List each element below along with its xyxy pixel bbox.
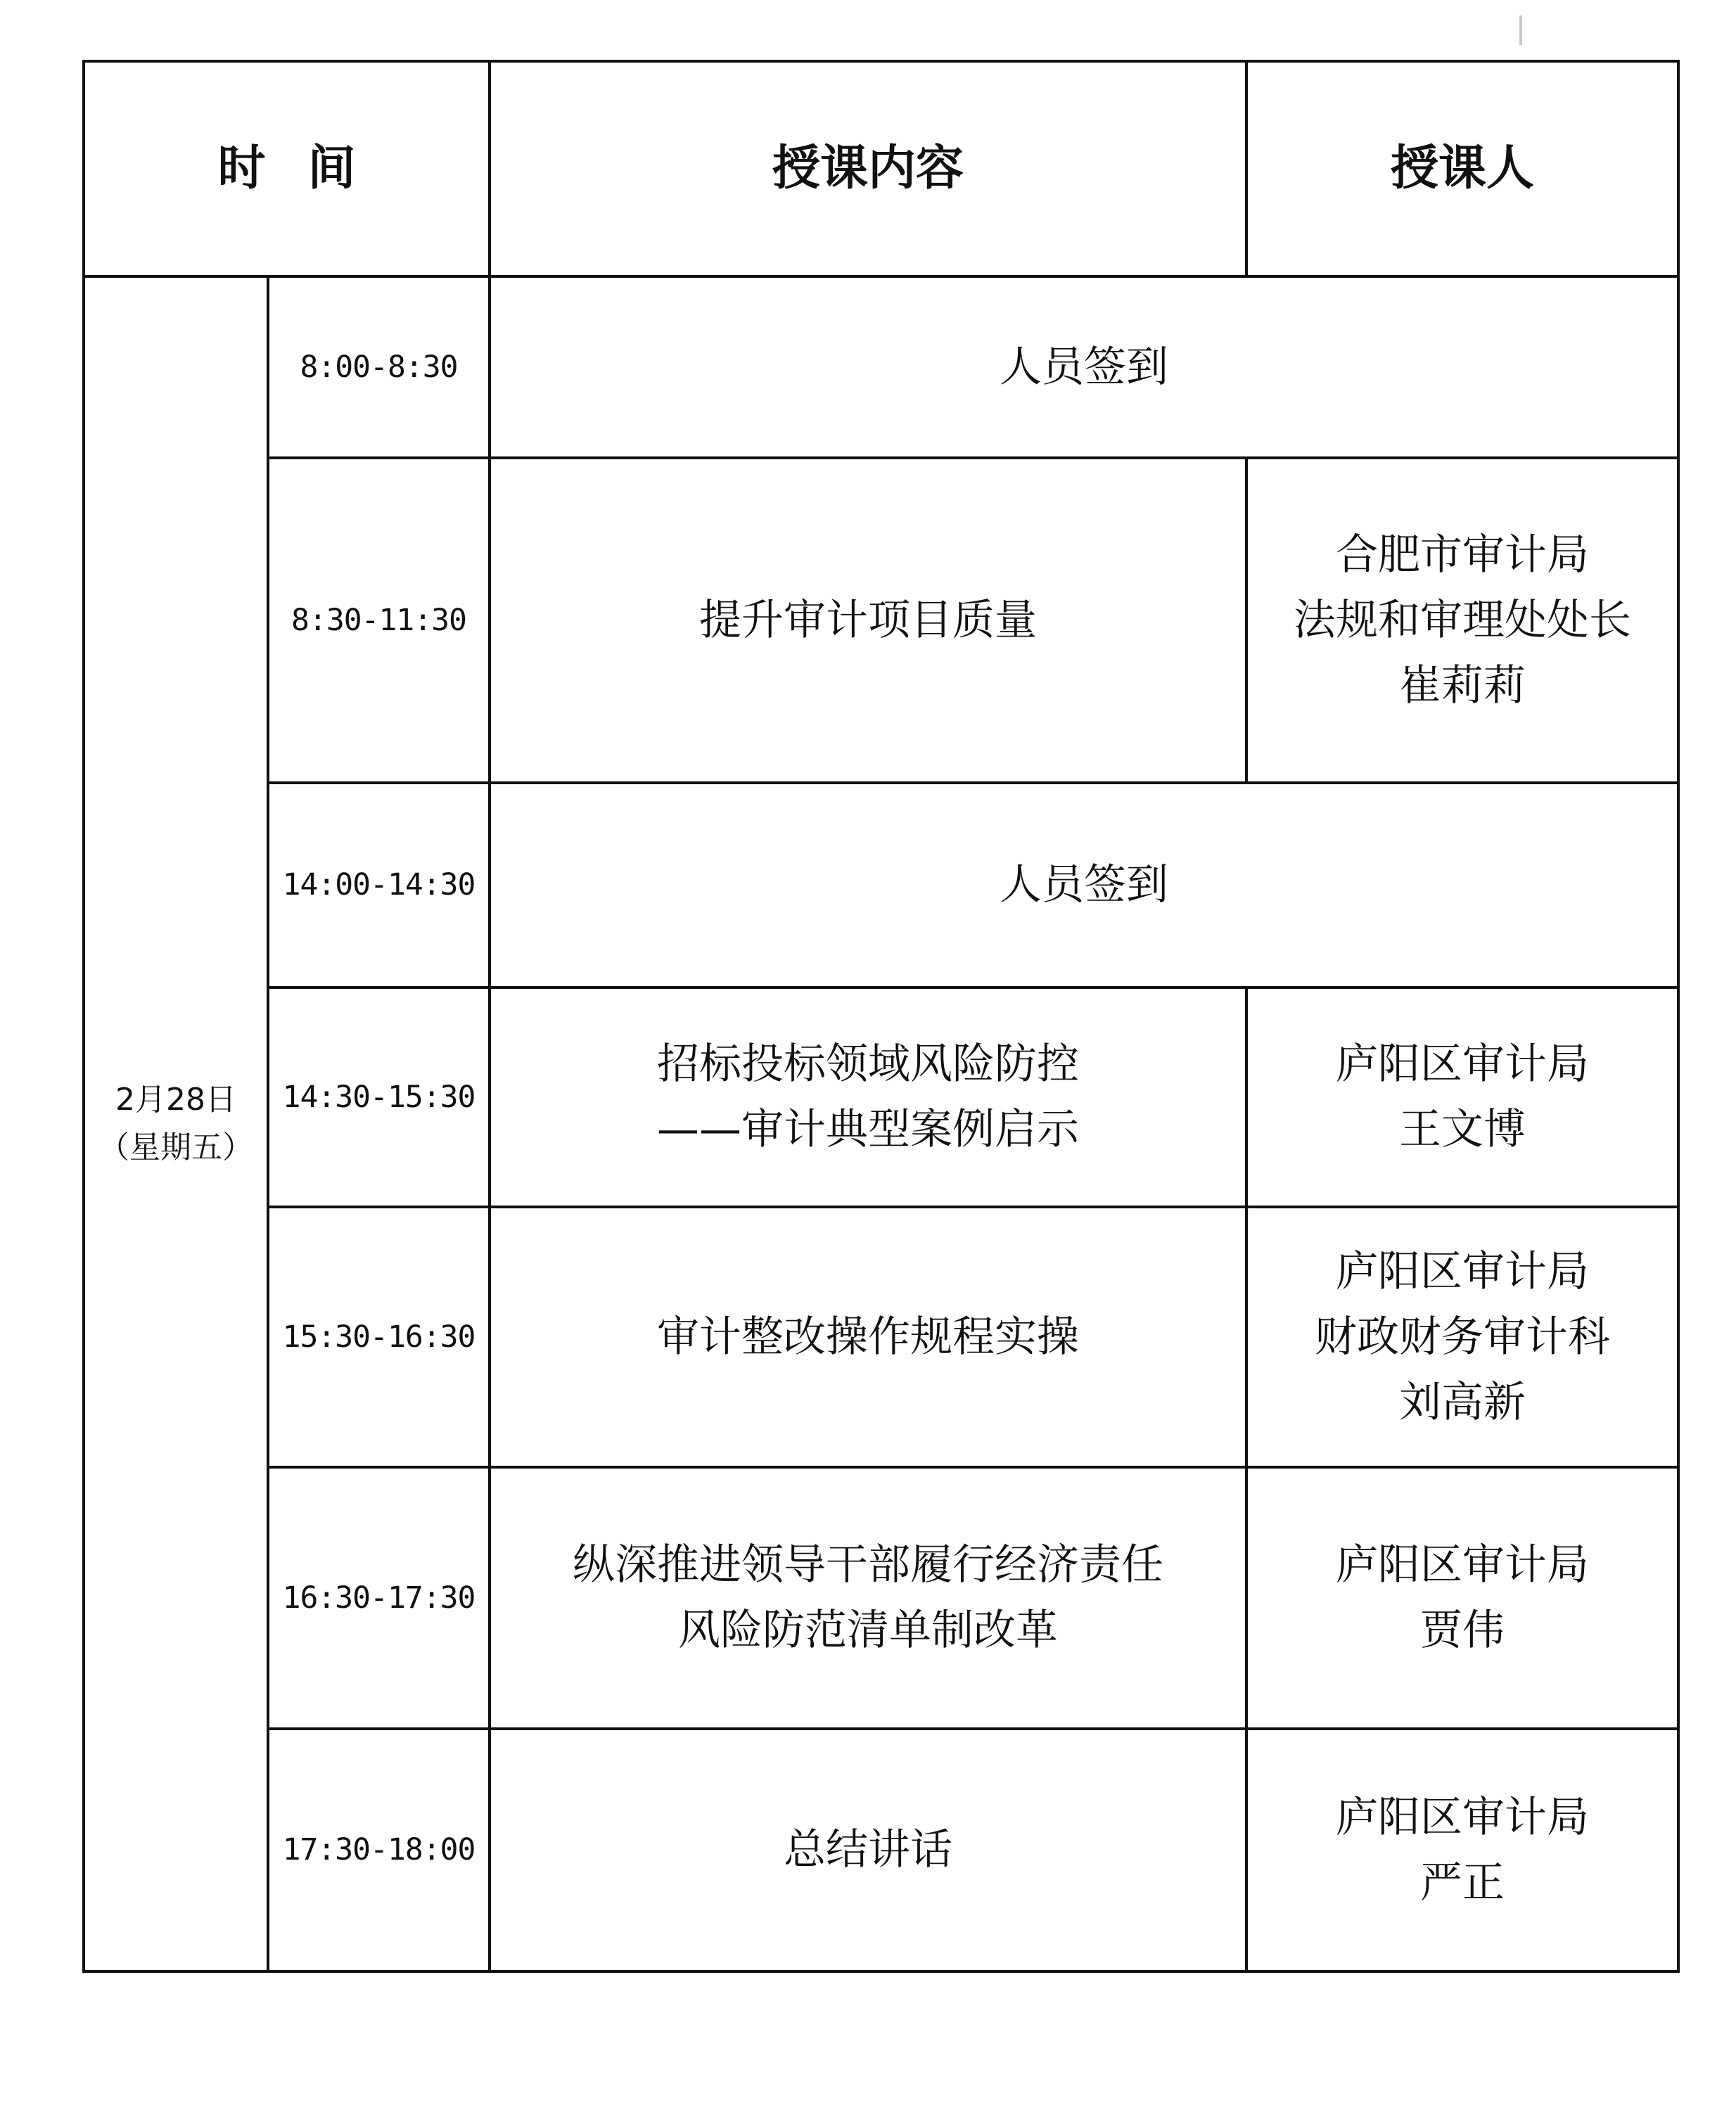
content-line: 纵深推进领导干部履行经济责任: [573, 1540, 1163, 1590]
header-time: 时间: [84, 61, 490, 276]
time-slot: 14:00-14:30: [268, 783, 490, 987]
teacher-cell: [1246, 1207, 1678, 1467]
table-row: [84, 1207, 1678, 1467]
header-teacher: 授课人: [1246, 61, 1678, 276]
content-line: 审计整改操作规程实操: [657, 1312, 1079, 1362]
content-line: 提升审计项目质量: [699, 595, 1037, 645]
teacher-line: 王文博: [1399, 1105, 1526, 1154]
session-content: [490, 276, 1678, 458]
margin-mark: [1519, 15, 1522, 45]
session-content: [490, 458, 1246, 783]
table-row: [84, 1729, 1678, 1971]
content-line: 人员签到: [1000, 860, 1168, 909]
teacher-line: 严正: [1420, 1858, 1505, 1907]
session-content: [490, 783, 1678, 987]
training-schedule-table: [82, 60, 1680, 1973]
time-slot: 8:00-8:30: [268, 276, 490, 458]
content-line: ——审计典型案例启示: [657, 1105, 1079, 1154]
session-content: [490, 1729, 1246, 1971]
teacher-cell: [1246, 1467, 1678, 1729]
table-row: [84, 783, 1678, 987]
content-line: 人员签到: [1000, 342, 1168, 392]
time-slot: 14:30-15:30: [268, 987, 490, 1207]
table-row: [84, 1467, 1678, 1729]
content-line: 风险防范清单制改革: [678, 1606, 1058, 1655]
teacher-line: 庐阳区审计局: [1336, 1246, 1589, 1296]
header-row: [84, 61, 1678, 276]
time-slot: 16:30-17:30: [268, 1467, 490, 1729]
time-slot: 8:30-11:30: [268, 458, 490, 783]
teacher-cell: [1246, 987, 1678, 1207]
teacher-line: 庐阳区审计局: [1336, 1540, 1589, 1590]
teacher-line: 贾伟: [1420, 1606, 1505, 1655]
date-day: 2月28日: [115, 1081, 236, 1118]
date-weekday: （星期五）: [98, 1130, 253, 1165]
teacher-line: 法规和审理处处长: [1294, 595, 1631, 645]
time-slot: 15:30-16:30: [268, 1207, 490, 1467]
table-row: [84, 458, 1678, 783]
table-row: [84, 276, 1678, 458]
content-line: 总结讲话: [784, 1825, 952, 1874]
teacher-cell: [1246, 458, 1678, 783]
teacher-line: 庐阳区审计局: [1336, 1040, 1589, 1089]
teacher-line: 崔莉莉: [1399, 660, 1526, 710]
date-cell: [84, 276, 268, 1971]
content-line: 招标投标领域风险防控: [657, 1040, 1079, 1089]
teacher-line: 合肥市审计局: [1336, 530, 1589, 580]
header-content: 授课内容: [490, 61, 1246, 276]
teacher-line: 刘高新: [1399, 1377, 1526, 1427]
teacher-line: 财政财务审计科: [1315, 1312, 1610, 1362]
session-content: [490, 1467, 1246, 1729]
session-content: [490, 1207, 1246, 1467]
table-row: [84, 987, 1678, 1207]
teacher-cell: [1246, 1729, 1678, 1971]
time-slot: 17:30-18:00: [268, 1729, 490, 1971]
session-content: [490, 987, 1246, 1207]
teacher-line: 庐阳区审计局: [1336, 1792, 1589, 1842]
